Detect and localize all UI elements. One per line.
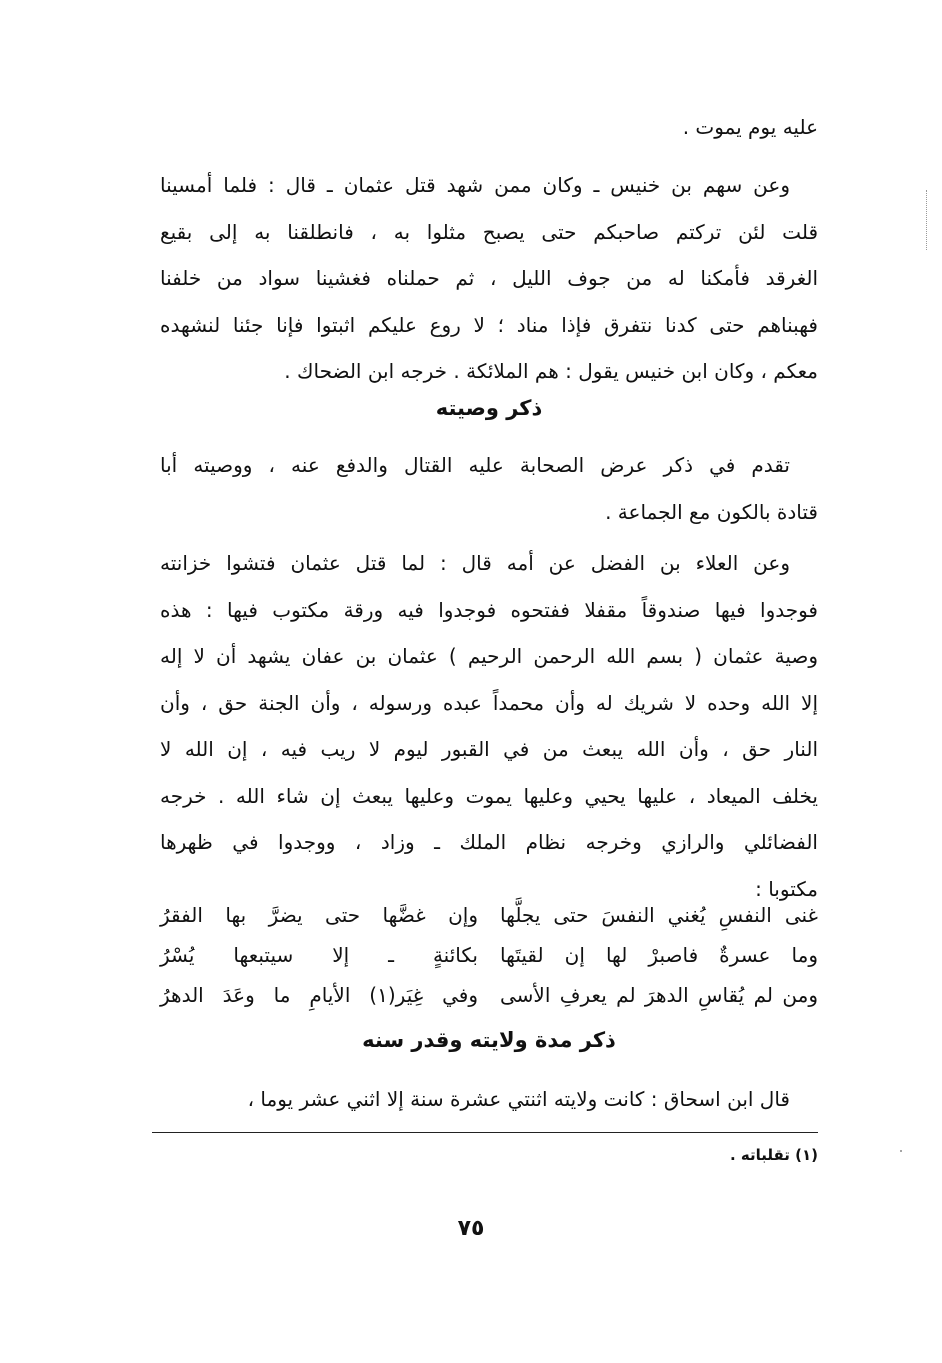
text-line: وصية عثمان ( بسم الله الرحمن الرحيم ) عثمان بن عفان يشهد أن لا إله <box>160 644 818 668</box>
poem-verse <box>160 935 818 975</box>
text-line: النار حق ، وأن الله يبعث من في القبور ليوم لا ريب فيه ، إن الله لا <box>160 737 818 761</box>
text-line: فوجدوا فيها صندوقاً مقفلا ففتحوه فوجدوا فيه ورقة مكتوب فيها : هذه <box>160 597 818 622</box>
poem-hemistich-second: وإن غضَّها حتى يضرَّ بها الفقرُ <box>160 903 478 927</box>
section-heading-will: ذكر وصيته <box>435 396 543 420</box>
text-line: الفضائلي والرازي وخرجه نظام الملك ـ وزاد ، ووجدوا في ظهرها <box>160 830 818 854</box>
text-line: إلا الله وحده لا شريك له وأن محمداً عبده ورسوله ، وأن الجنة حق ، وأن <box>160 690 818 715</box>
margin-speck <box>926 190 931 250</box>
text-line: الغرقد فأمكنا له من جوف الليل ، ثم حملناه فغشينا سواد من خلفنا <box>160 266 818 290</box>
poem-hemistich-first: ومن لم يُقاسِ الدهرَ لم يعرفِ الأسى <box>500 983 818 1007</box>
text-line: وعن العلاء بن الفضل عن أمه قال : لما قتل عثمان فتشوا خزانته <box>160 551 790 575</box>
poem-hemistich-first: غنى النفسِ يُغني النفسَ حتى يجلَّها <box>500 903 818 927</box>
paragraph-sahm-ibn-khunais <box>160 162 818 395</box>
text-line: تقدم في ذكر عرض الصحابة عليه القتال والدفع عنه ، ووصيته أبا <box>160 453 790 477</box>
text-line: قتادة بالكون مع الجماعة . <box>605 499 818 524</box>
text-line: عليه يوم يموت . <box>682 115 818 139</box>
text-line: قال ابن اسحاق : كانت ولايته اثنتي عشرة سنة إلا اثني عشر يوما ، <box>247 1087 790 1111</box>
poem-hemistich-second: بكائنةٍ ـ إلا سيتبعها يُسْرُ <box>160 943 478 967</box>
text-line: فهبناهم حتى كدنا نتفرق فإذا مناد ؛ لا روع عليكم اثبتوا فإنا جئنا لنشهده <box>160 312 818 337</box>
page-number: ٧٥ <box>457 1216 485 1241</box>
paragraph-al-alaa <box>160 540 818 912</box>
text-line: قلت لئن تركتم صاحبكم حتى يصبح مثلوا به ، فانطلقنا به إلى بقيع <box>160 219 818 244</box>
text-line: وعن سهم بن خنيس ـ وكان ممن شهد قتل عثمان ـ قال : فلما أمسينا <box>160 173 790 197</box>
paragraph-will-intro <box>160 442 818 535</box>
intro-paragraph <box>160 104 818 151</box>
footnote-divider <box>152 1132 818 1133</box>
text-line: مكتوبا : <box>755 876 818 901</box>
section-heading-reign: ذكر مدة ولايته وقدر سنه <box>362 1028 616 1052</box>
poem-verse <box>160 975 818 1015</box>
poem-verse <box>160 895 818 935</box>
footnote: (١) تقلباته . <box>729 1146 818 1164</box>
margin-speck <box>900 1150 902 1152</box>
text-line: معكم ، وكان ابن خنيس يقول : هم الملائكة . خرجه ابن الضحاك . <box>284 359 818 383</box>
poem-hemistich-second: وفي غِيَر(١) الأيامِ ما وعَدَ الدهرُ <box>160 983 478 1007</box>
text-line: يخلف الميعاد ، عليها يحيي وعليها يموت وعليها يبعث إن شاء الله . خرجه <box>160 783 818 808</box>
poem-hemistich-first: وما عسرةٌ فاصبرْ لها إن لقيتَها <box>500 943 818 967</box>
paragraph-ibn-ishaq <box>160 1076 818 1123</box>
